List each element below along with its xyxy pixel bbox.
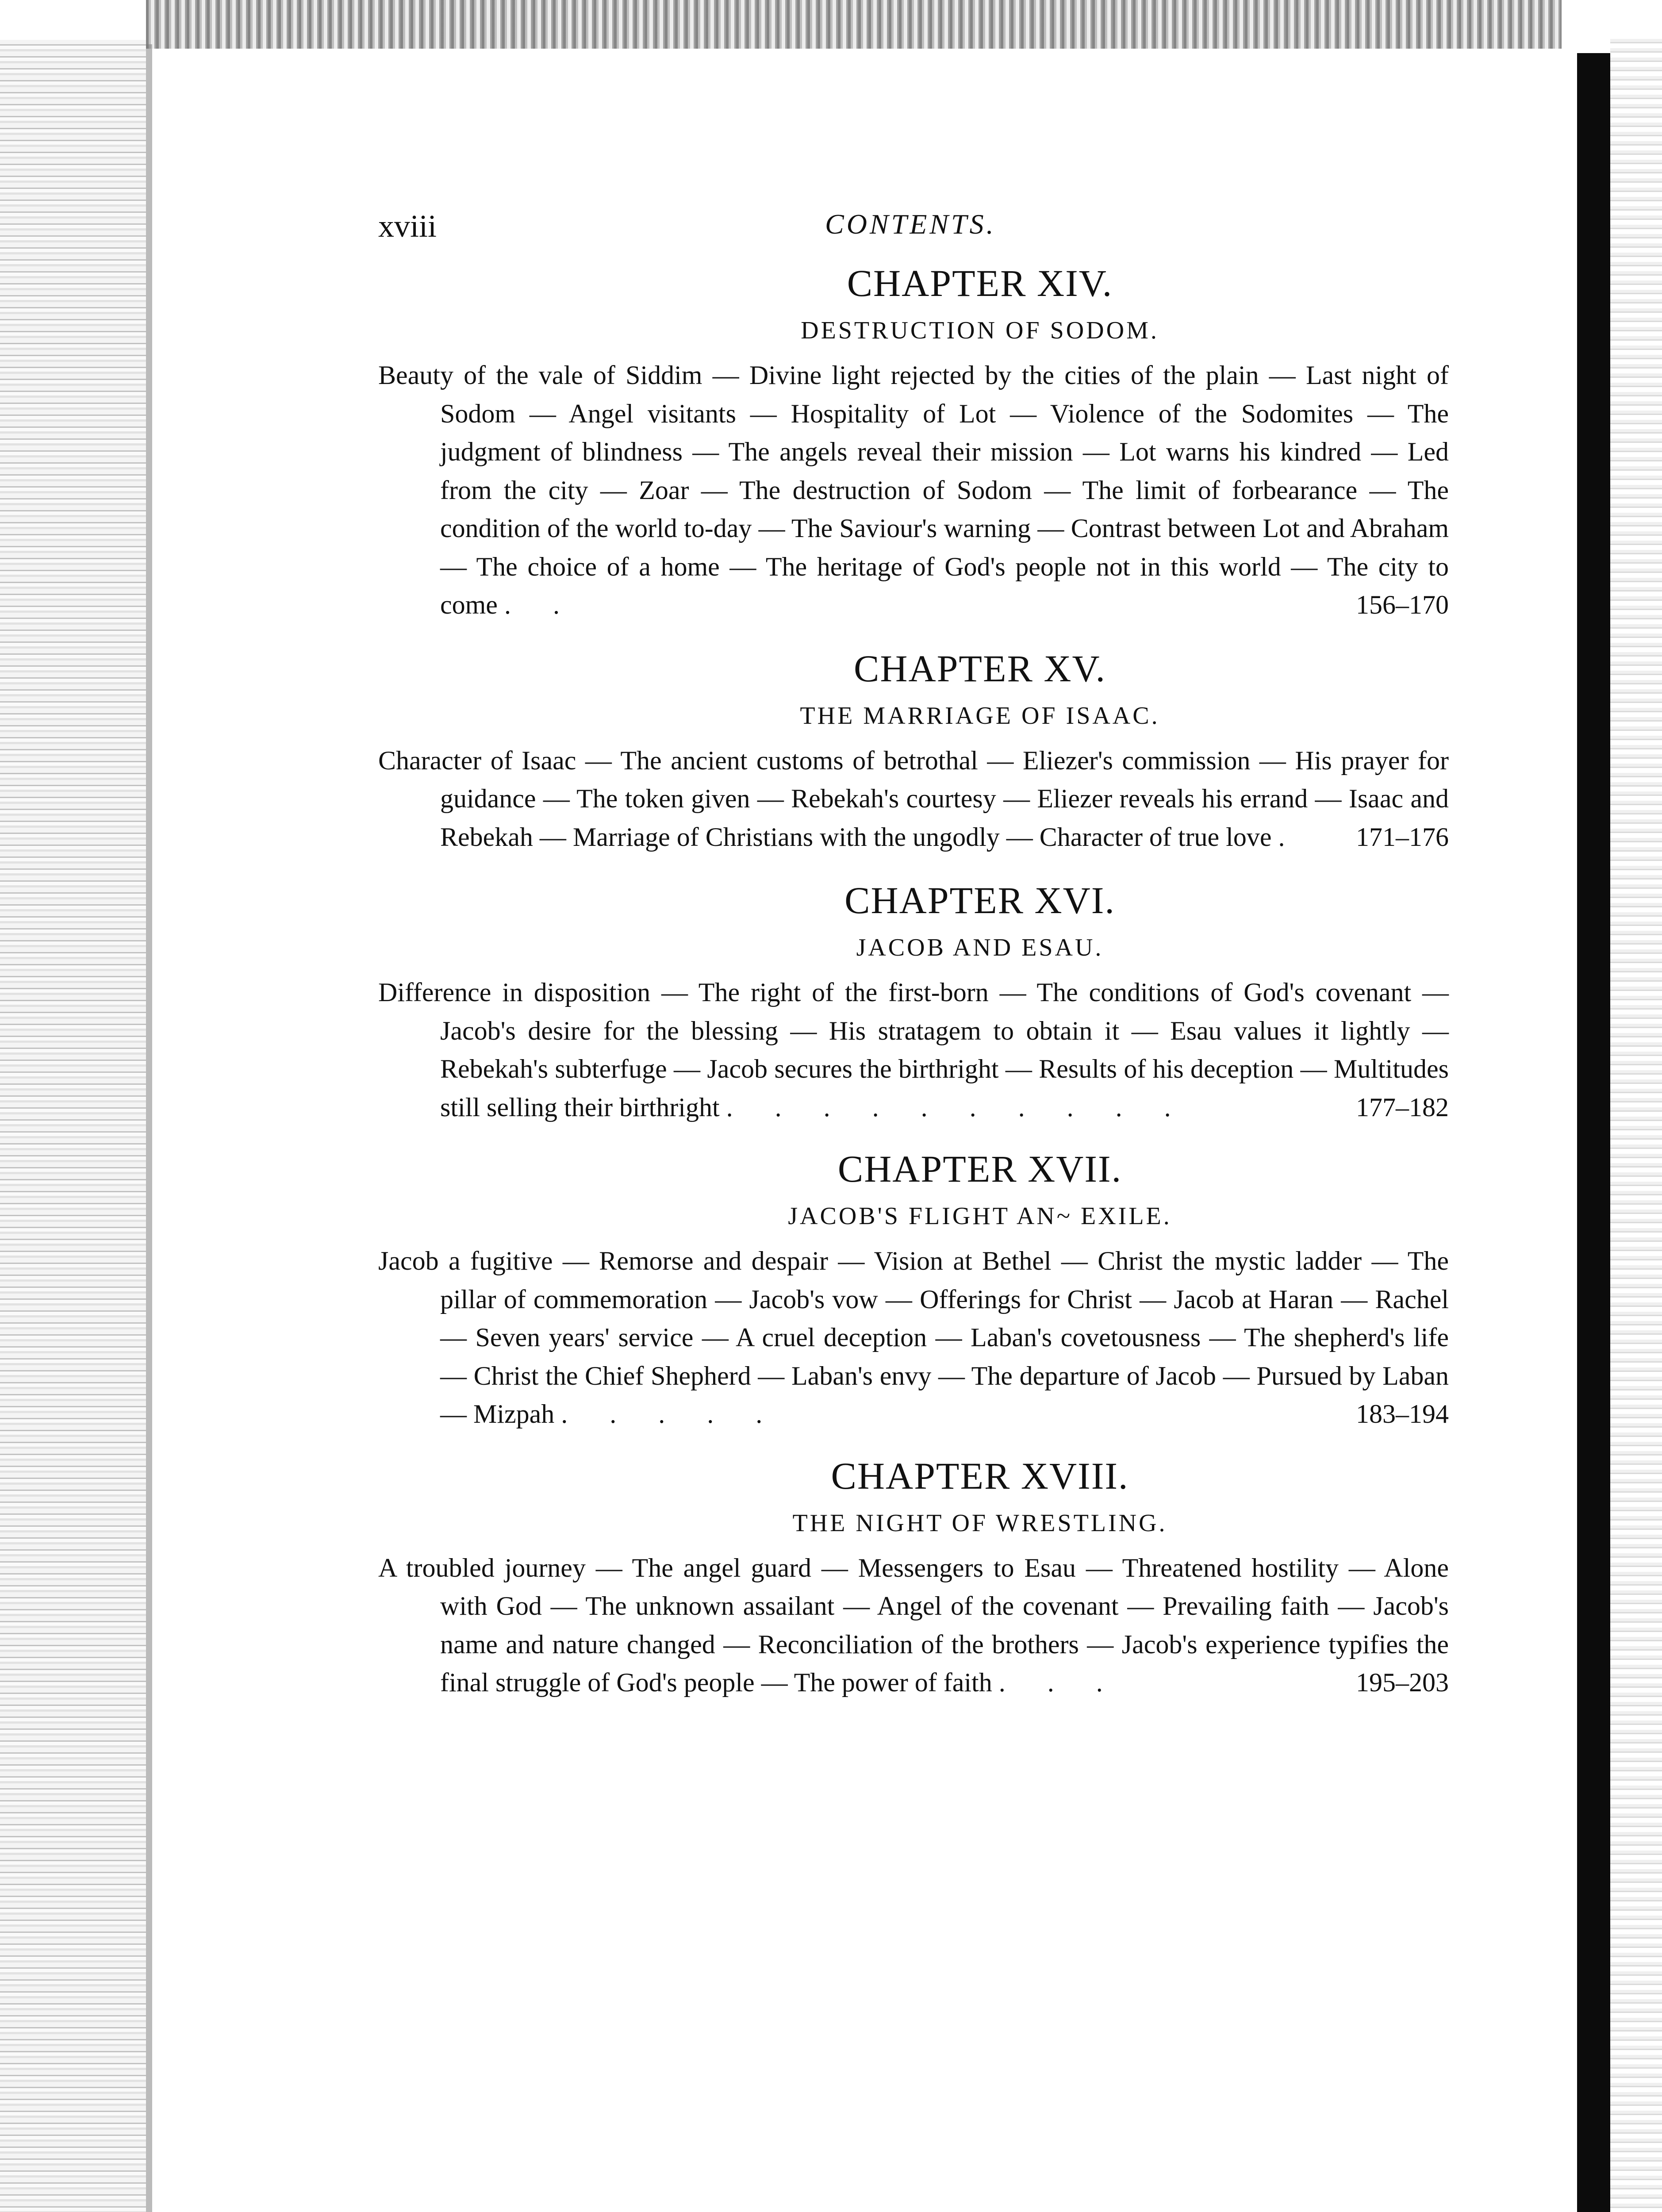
running-head: [378, 208, 1449, 257]
chapter-number: CHAPTER XIV.: [847, 262, 1113, 304]
running-title: CONTENTS.: [825, 208, 996, 240]
dot-leaders: . .: [504, 590, 577, 619]
chapter-title: THE MARRIAGE OF ISAAC.: [800, 702, 1160, 730]
chapter-entry-xv: [378, 642, 1449, 856]
scan-left-margin: [0, 40, 146, 2212]
dot-leaders: . . . . .: [561, 1399, 780, 1429]
summary-text: Difference in disposition — The right of the first-born — The conditions of God's covenant — Jacob's desire for the blessing — His stratagem to obtain it — Esau values it lightly — Rebekah's subterfuge — Jacob secures the birthright — Results of his deception — Multitudes still selling their birthright: [378, 978, 1449, 1122]
chapter-number: CHAPTER XV.: [854, 647, 1106, 690]
page-range: 177–182: [1356, 1092, 1449, 1122]
scan-left-edge: [146, 44, 152, 2212]
chapter-summary: [378, 1242, 1449, 1433]
chapter-number: CHAPTER XVIII.: [831, 1454, 1129, 1497]
scan-right-margin: [1610, 35, 1662, 2212]
chapter-entry-xviii: [378, 1449, 1449, 1702]
page-range: 195–203: [1356, 1668, 1449, 1697]
chapter-title: THE NIGHT OF WRESTLING.: [792, 1509, 1167, 1537]
chapter-title: JACOB'S FLIGHT AN~ EXILE.: [788, 1202, 1172, 1230]
dot-leaders: .: [1278, 822, 1303, 852]
scan-binding-shadow: [1577, 53, 1610, 2212]
page-range: 183–194: [1356, 1399, 1449, 1429]
chapter-entry-xvi: [378, 874, 1449, 1126]
summary-text: A troubled journey — The angel guard — Messengers to Esau — Threatened hostility — Alone with God — The unknown assailant — Angel of the covenant — Prevailing faith — Jacob's name and nature changed — Reconciliation of the brothers — Jacob's experience typifies the final struggle of God's people — The power of faith: [378, 1553, 1449, 1697]
dot-leaders: . . . . . . . . . .: [726, 1092, 1189, 1122]
page-folio: xviii: [378, 208, 437, 244]
chapter-title: DESTRUCTION OF SODOM.: [801, 317, 1159, 344]
chapter-summary: [378, 1549, 1449, 1702]
dot-leaders: . . .: [998, 1668, 1121, 1697]
contents-page: [378, 208, 1449, 1702]
summary-text: Beauty of the vale of Siddim — Divine light rejected by the cities of the plain — Last night of Sodom — Angel visitants — Hospitality of Lot — Violence of the Sodomites — The judgment of blindness — The angels reveal their mission — Lot warns his kindred — Led from the city — Zoar — The destruction of Sodom — The limit of forbearance — The condition of the world to-day — The Saviour's warning — Contrast between Lot and Abraham — The choice of a home — The heritage of God's people not in this world — The city to come: [378, 361, 1449, 619]
chapter-summary: [378, 356, 1449, 624]
chapter-summary: [378, 741, 1449, 856]
chapter-title: JACOB AND ESAU.: [856, 934, 1104, 961]
chapter-entry-xvii: [378, 1142, 1449, 1433]
summary-text: Character of Isaac — The ancient customs of betrothal — Eliezer's commission — His prayer for guidance — The token given — Rebekah's courtesy — Eliezer reveals his errand — Isaac and Rebekah — Marriage of Christians with the ungodly — Character of true love: [378, 745, 1449, 852]
chapter-number: CHAPTER XVI.: [844, 879, 1115, 922]
chapter-entry-xiv: [378, 257, 1449, 624]
chapter-summary: [378, 973, 1449, 1126]
page-range: 171–176: [1356, 822, 1449, 852]
page-range: 156–170: [1356, 590, 1449, 619]
chapter-number: CHAPTER XVII.: [837, 1148, 1122, 1190]
summary-text: Jacob a fugitive — Remorse and despair — Vision at Bethel — Christ the mystic ladder — The pillar of commemoration — Jacob's vow — Offerings for Christ — Jacob at Haran — Rachel — Seven years' service — A cruel deception — Laban's covetousness — The shepherd's life — Christ the Chief Shepherd — Laban's envy — The departure of Jacob — Pursued by Laban — Mizpah: [378, 1246, 1449, 1429]
scan-top-edge: [146, 0, 1562, 49]
